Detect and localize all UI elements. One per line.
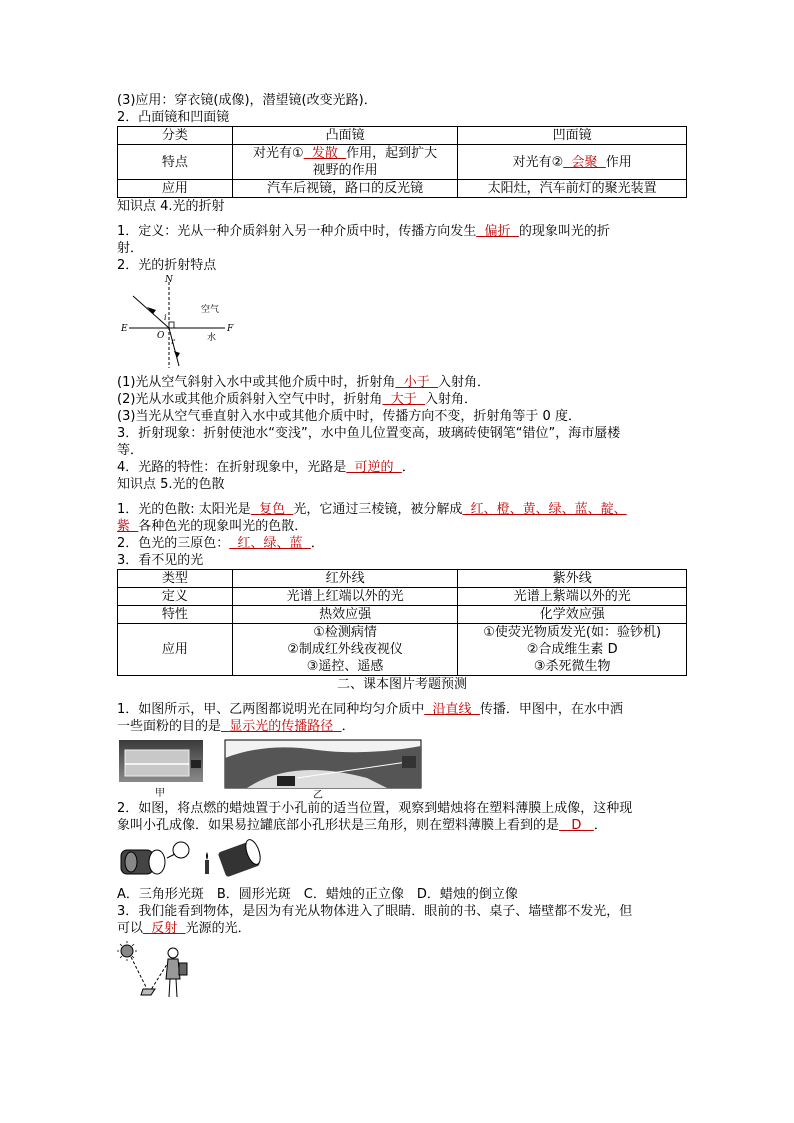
table-header-cell: 紫外线 (458, 570, 687, 588)
cell-text: 对光有② (512, 154, 564, 170)
table-cell: 汽车后视镜，路口的反光镜 (232, 180, 458, 198)
mirror-table (117, 126, 687, 198)
light-path-property: 4．光路的特性：在折射现象中，光路是 可逆的 ． (117, 460, 415, 475)
table-header-cell: 红外线 (232, 570, 458, 588)
answer-blank: 红、橙、黄、绿、蓝、靛、 (470, 502, 627, 517)
part-2-title: 二、课本图片考题预测 (336, 677, 467, 692)
answer-blank: 复色 (259, 502, 286, 517)
table-cell: ①检测病情 ②制成红外线夜视仪 ③遥控、遥感 (232, 624, 458, 676)
property-1: (1)光从空气斜射入水中或其他介质中时，折射角 小于 入射角． (117, 375, 490, 390)
reflection-figure (117, 941, 197, 1005)
question-1-line: 1．如图所示，甲、乙两图都说明光在同种均匀介质中 沿直线 传播．甲图中，在水中洒 (117, 702, 623, 717)
answer-blank: 红、绿、蓝 (237, 536, 303, 551)
table-cell: 热效应强 (232, 606, 458, 624)
definition-line: 1．定义：光从一种介质斜射入另一种介质中时，传播方向发生 偏折 的现象叫光的折 (117, 224, 610, 239)
table-row (118, 180, 687, 198)
table-row (118, 570, 687, 588)
table-row (118, 145, 687, 180)
cell-text: 作用，起到扩大 (346, 146, 438, 161)
question-2-line-2: 象叫小孔成像．如果易拉罐底部小孔形状是三角形，则在塑料薄膜上看到的是 D ． (117, 818, 607, 833)
property-3: (3)当光从空气垂直射入水中或其他介质中时，传播方向不变，折射角等于 0 度． (117, 409, 581, 424)
incident-ray (133, 296, 169, 328)
answer-blank: 大于 (390, 392, 417, 407)
table-cell: 化学效应强 (458, 606, 687, 624)
table-header-cell: 凸面镜 (232, 127, 458, 145)
table-cell: 特性 (118, 606, 233, 624)
label-yi: 乙 (313, 790, 323, 800)
answer-blank: 小于 (403, 375, 430, 390)
answer-blank: D (571, 818, 582, 833)
refraction-phenomena: 3．折射现象：折射使池水“变浅”，水中鱼儿位置变高，玻璃砖使钢笔“错位”，海市蜃楼 (117, 426, 621, 441)
table-cell: 应用 (118, 180, 233, 198)
answer-blank: 发散 (311, 146, 338, 161)
question-1-line-2: 一些面粉的目的是 显示光的传播路径 ． (117, 719, 355, 734)
label-n: N (165, 275, 173, 285)
question-2-options: A．三角形光斑 B．圆形光斑 C．蜡烛的正立像 D．蜡烛的倒立像 (117, 887, 518, 902)
label-r: r (171, 337, 175, 346)
pinhole-camera-figure (117, 836, 277, 880)
cell-text: 视野的作用 (312, 163, 378, 178)
sun-icon (121, 945, 133, 957)
answer-blank: 沿直线 (432, 702, 472, 717)
table-row (118, 588, 687, 606)
candle-icon (205, 860, 209, 874)
label-o: O (157, 331, 165, 341)
refraction-diagram (117, 274, 247, 374)
answer-blank: 会聚 (571, 154, 598, 170)
person-icon (168, 948, 178, 958)
table-row (118, 127, 687, 145)
label-e: E (121, 324, 128, 334)
question-3-line: 3．我们能看到物体，是因为有光从物体进入了眼睛．眼前的书、桌子、墙壁都不发光，但 (117, 904, 633, 919)
label-water: 水 (207, 333, 217, 343)
answer-blank: 紫 (117, 519, 131, 534)
answer-blank: 偏折 (484, 224, 511, 239)
table-cell (458, 145, 687, 180)
refraction-features-title: 2．光的折射特点 (117, 258, 217, 273)
table-cell: 光谱上红端以外的光 (232, 588, 458, 606)
dispersion-line: 1．光的色散: 太阳光是 复色 光，它通过三棱镜，被分解成 红、橙、黄、绿、蓝、靛、 (117, 502, 627, 517)
label-i: i (164, 313, 167, 322)
table-row (118, 624, 687, 676)
table-row (118, 606, 687, 624)
refracted-ray (169, 328, 179, 366)
table-header-cell: 类型 (118, 570, 233, 588)
invisible-light-table (117, 569, 687, 676)
label-f: F (227, 324, 234, 334)
cell-text: 作用 (605, 154, 632, 170)
question-3-line-2: 可以 反射 光源的光． (117, 921, 251, 936)
definition-line-end: 射． (117, 241, 144, 256)
mirror-application-line: (3)应用：穿衣镜(成像)，潜望镜(改变光路)． (117, 93, 377, 108)
table-cell: 光谱上紫端以外的光 (458, 588, 687, 606)
book-icon (141, 989, 155, 995)
dispersion-line-end: 紫 各种色光的现象叫光的色散． (117, 519, 308, 534)
property-2: (2)光从水或其他介质斜射入空气中时，折射角 大于 入射角． (117, 392, 477, 407)
section-convex-concave-title: 2．凸面镜和凹面镜 (117, 110, 230, 125)
table-cell: 特点 (118, 145, 233, 180)
cell-text: 对光有① (252, 146, 304, 161)
invisible-light-title: 3．看不见的光 (117, 553, 204, 568)
table-cell: 应用 (118, 624, 233, 676)
refraction-phenomena-end: 等． (117, 443, 144, 458)
knowledge-point-4-title: 知识点 4.光的折射 (117, 199, 225, 214)
knowledge-point-5-title: 知识点 5.光的色散 (117, 477, 225, 492)
document-page (117, 92, 687, 1005)
table-cell: 定义 (118, 588, 233, 606)
table-cell (232, 145, 458, 180)
label-air: 空气 (201, 305, 220, 315)
answer-blank: 可逆的 (354, 460, 394, 475)
question-2-line: 2．如图，将点燃的蜡烛置于小孔前的适当位置，观察到蜡烛将在塑料薄膜上成像，这种现 (117, 801, 633, 816)
answer-blank: 显示光的传播路径 (229, 719, 334, 734)
table-cell: ①使荧光物质发光(如：验钞机) ②合成维生素 D ③杀死微生物 (458, 624, 687, 676)
light-straight-line-figures (117, 738, 427, 800)
table-header-cell: 凹面镜 (458, 127, 687, 145)
answer-blank: 反射 (151, 921, 178, 936)
label-jia: 甲 (155, 788, 165, 799)
table-header-cell: 分类 (118, 127, 233, 145)
arrow-icon (174, 351, 180, 358)
table-cell: 太阳灶，汽车前灯的聚光装置 (458, 180, 687, 198)
primary-colors-line: 2．色光的三原色： 红、绿、蓝 ． (117, 536, 324, 551)
